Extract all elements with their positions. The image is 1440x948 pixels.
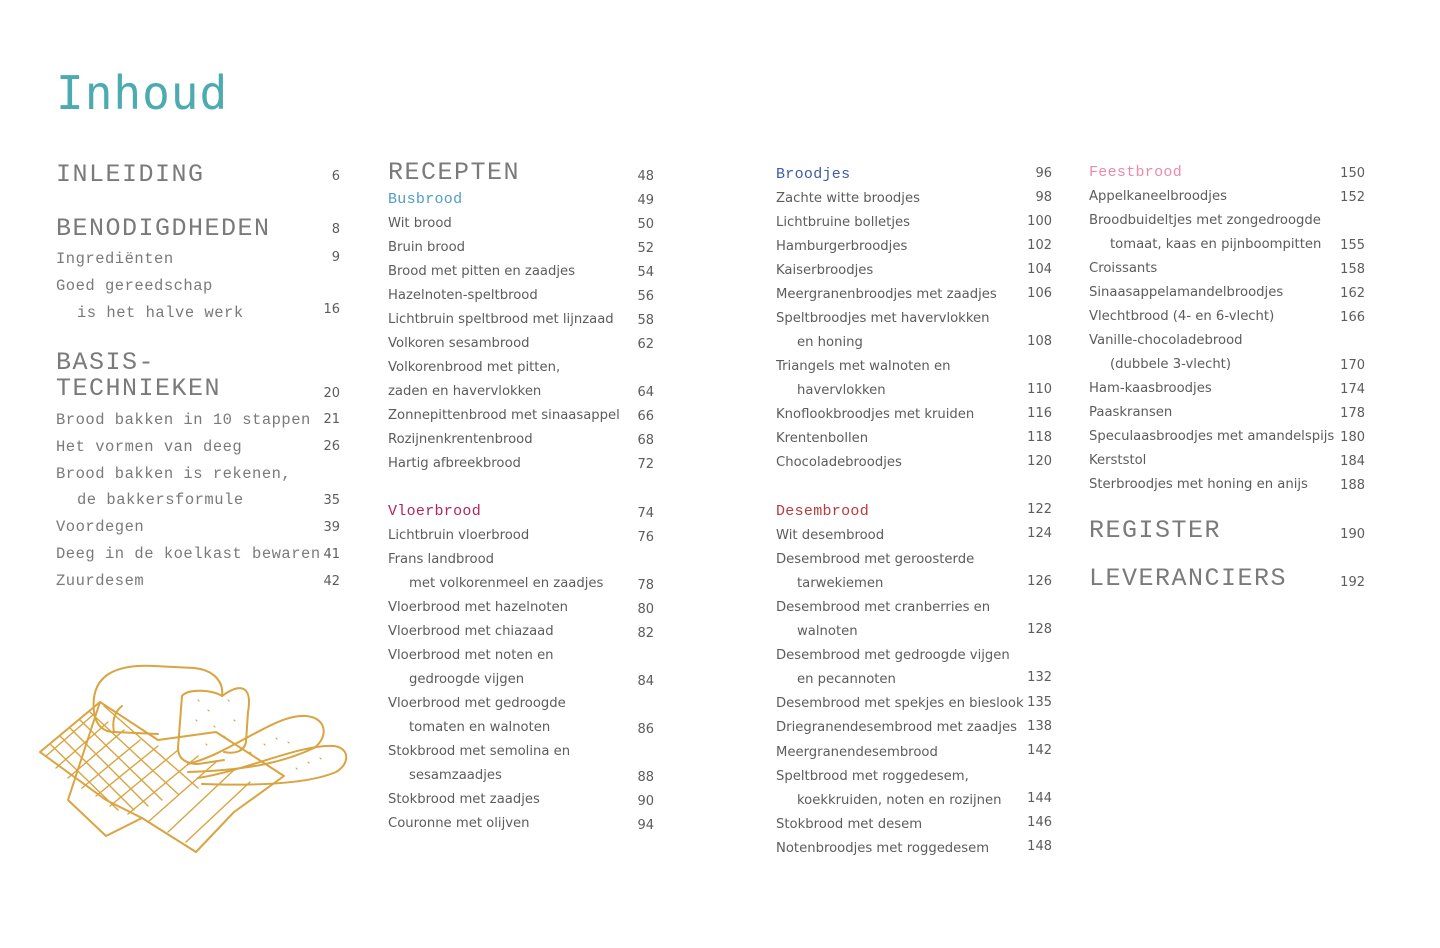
toc-entry[interactable]: Frans landbrood (388, 552, 495, 567)
page-number: 102 (1027, 238, 1052, 253)
toc-entry[interactable]: Vloerbrood met chiazaad (388, 624, 554, 639)
toc-entry[interactable]: Desembrood met cranberries en (776, 600, 991, 615)
page-number: 192 (1340, 575, 1365, 590)
toc-entry[interactable]: Het vormen van deeg (56, 438, 243, 456)
toc-entry[interactable]: Sinaasappelamandelbroodjes (1089, 285, 1284, 300)
page-number: 68 (637, 433, 654, 448)
page-title: Inhoud (56, 66, 229, 120)
toc-entry-continued[interactable]: tomaat, kaas en pijnboompitten (1110, 237, 1322, 252)
page-number: 170 (1340, 358, 1365, 373)
page-number: 82 (637, 626, 654, 641)
page-number: 74 (637, 506, 654, 521)
toc-entry[interactable]: Desembrood met spekjes en bieslook (776, 696, 1024, 711)
page-number: 64 (637, 385, 654, 400)
page-number: 124 (1027, 526, 1052, 541)
toc-entry[interactable]: Croissants (1089, 261, 1158, 276)
toc-entry[interactable]: Vlechtbrood (4- en 6-vlecht) (1089, 309, 1275, 324)
toc-section-feestbrood[interactable]: Feestbrood (1089, 164, 1183, 181)
page-number: 188 (1340, 478, 1365, 493)
toc-heading-leveranciers[interactable]: LEVERANCIERS (1089, 564, 1288, 593)
toc-entry[interactable]: Brood met pitten en zaadjes (388, 264, 576, 279)
toc-entry[interactable]: Meergranenbroodjes met zaadjes (776, 287, 997, 302)
page-number: 20 (323, 386, 340, 401)
toc-entry[interactable]: Krentenbollen (776, 431, 869, 446)
page-number: 180 (1340, 430, 1365, 445)
toc-entry[interactable]: Wit desembrood (776, 528, 885, 543)
page-number: 98 (1035, 190, 1052, 205)
toc-entry[interactable]: Triangels met walnoten en (776, 359, 951, 374)
page-number: 152 (1340, 190, 1365, 205)
toc-entry[interactable]: Brood bakken in 10 stappen (56, 411, 311, 429)
page-number: 39 (323, 520, 340, 535)
page-number: 21 (323, 412, 340, 427)
page-number: 120 (1027, 454, 1052, 469)
toc-entry[interactable]: Sterbroodjes met honing en anijs (1089, 477, 1308, 492)
page-number: 122 (1027, 502, 1052, 517)
bread-basket-icon (38, 660, 350, 856)
page-number: 116 (1027, 406, 1052, 421)
toc-entry[interactable]: Desembrood met gedroogde vijgen (776, 648, 1010, 663)
page-number: 35 (323, 493, 340, 508)
toc-entry[interactable]: Couronne met olijven (388, 816, 530, 831)
page-number: 88 (637, 770, 654, 785)
toc-entry[interactable]: Ham-kaasbroodjes (1089, 381, 1212, 396)
toc-entry-continued[interactable]: de bakkersformule (77, 491, 244, 509)
toc-entry[interactable]: Broodbuideltjes met zongedroogde (1089, 213, 1321, 228)
page-number: 146 (1027, 815, 1052, 830)
toc-entry[interactable]: Wit brood (388, 216, 452, 231)
toc-entry[interactable]: Vanille-chocoladebrood (1089, 333, 1243, 348)
page-number: 174 (1340, 382, 1365, 397)
page-number: 84 (637, 674, 654, 689)
page-number: 62 (637, 337, 654, 352)
page-number: 41 (323, 547, 340, 562)
toc-entry[interactable]: Hamburgerbroodjes (776, 239, 908, 254)
page-number: 8 (331, 222, 340, 237)
page-number: 138 (1027, 719, 1052, 734)
toc-entry-continued[interactable]: koekkruiden, noten en rozijnen (797, 793, 1002, 808)
toc-entry[interactable]: Voordegen (56, 518, 145, 536)
page-number: 144 (1027, 791, 1052, 806)
page-number: 150 (1340, 166, 1365, 181)
toc-entry[interactable]: Stokbrood met semolina en (388, 744, 571, 759)
toc-entry[interactable]: Speltbrood met roggedesem, (776, 769, 969, 784)
page-number: 135 (1027, 695, 1052, 710)
toc-section-desembrood[interactable]: Desembrood (776, 503, 870, 520)
toc-entry-continued[interactable]: havervlokken (797, 383, 886, 398)
page-number: 190 (1340, 527, 1365, 542)
toc-entry[interactable]: Volkoren sesambrood (388, 336, 530, 351)
toc-heading-technieken[interactable]: TECHNIEKEN (56, 374, 222, 403)
page-number: 94 (637, 818, 654, 833)
toc-entry[interactable]: Rozijnenkrentenbrood (388, 432, 533, 447)
toc-entry-continued[interactable]: sesamzaadjes (409, 768, 502, 783)
toc-entry[interactable]: Speltbroodjes met havervlokken (776, 311, 990, 326)
page-number: 158 (1340, 262, 1365, 277)
page-number: 42 (323, 574, 340, 589)
page-number: 184 (1340, 454, 1365, 469)
page-number: 9 (331, 250, 340, 265)
toc-entry[interactable]: Lichtbruin vloerbrood (388, 528, 530, 543)
toc-section-busbrood[interactable]: Busbrood (388, 191, 463, 208)
toc-entry-continued[interactable]: tarwekiemen (797, 576, 884, 591)
page-number: 100 (1027, 214, 1052, 229)
page-number: 16 (323, 302, 340, 317)
toc-entry-continued[interactable]: tomaten en walnoten (409, 720, 551, 735)
toc-entry-continued[interactable]: gedroogde vijgen (409, 672, 525, 687)
page-number: 128 (1027, 622, 1052, 637)
toc-entry-continued[interactable]: zaden en havervlokken (388, 384, 542, 399)
page-number: 26 (323, 439, 340, 454)
page-number: 178 (1340, 406, 1365, 421)
page-number: 52 (637, 241, 654, 256)
page-number: 58 (637, 313, 654, 328)
page-number: 80 (637, 602, 654, 617)
toc-heading-basis[interactable]: BASIS- (56, 348, 156, 377)
page-number: 162 (1340, 286, 1365, 301)
toc-entry[interactable]: Goed gereedschap (56, 277, 213, 295)
page-number: 118 (1027, 430, 1052, 445)
page-number: 6 (331, 169, 340, 184)
page-number: 106 (1027, 286, 1052, 301)
toc-entry[interactable]: Brood bakken is rekenen, (56, 465, 292, 483)
page-number: 126 (1027, 574, 1052, 589)
page-number: 108 (1027, 334, 1052, 349)
toc-entry[interactable]: Stokbrood met zaadjes (388, 792, 540, 807)
toc-entry-continued[interactable]: en pecannoten (797, 672, 896, 687)
toc-entry-continued[interactable]: en honing (797, 335, 863, 350)
page-number: 72 (637, 457, 654, 472)
toc-entry[interactable]: Desembrood met geroosterde (776, 552, 975, 567)
toc-entry[interactable]: Hartig afbreekbrood (388, 456, 521, 471)
toc-entry[interactable]: Paaskransen (1089, 405, 1173, 420)
toc-entry-continued[interactable]: met volkorenmeel en zaadjes (409, 576, 604, 591)
page-number: 49 (637, 193, 654, 208)
page-number: 142 (1027, 743, 1052, 758)
page-number: 50 (637, 217, 654, 232)
toc-heading-register[interactable]: REGISTER (1089, 516, 1222, 545)
page-number: 66 (637, 409, 654, 424)
toc-entry[interactable]: Speculaasbroodjes met amandelspijs (1089, 429, 1335, 444)
toc-entry[interactable]: Chocoladebroodjes (776, 455, 902, 470)
toc-entry[interactable]: Driegranendesembrood met zaadjes (776, 720, 1017, 735)
toc-entry[interactable]: Vloerbrood met gedroogde (388, 696, 566, 711)
toc-entry[interactable]: Zachte witte broodjes (776, 191, 920, 206)
toc-entry-continued[interactable]: is het halve werk (77, 304, 244, 322)
toc-entry[interactable]: Knoflookbroodjes met kruiden (776, 407, 975, 422)
page-number: 104 (1027, 262, 1052, 277)
page-number: 166 (1340, 310, 1365, 325)
toc-entry[interactable]: Lichtbruin speltbrood met lijnzaad (388, 312, 614, 327)
toc-entry-continued[interactable]: walnoten (797, 624, 858, 639)
page-number: 110 (1027, 382, 1052, 397)
page-number: 155 (1340, 238, 1365, 253)
page-number: 48 (637, 169, 654, 184)
toc-entry[interactable]: Kaiserbroodjes (776, 263, 874, 278)
page-number: 90 (637, 794, 654, 809)
toc-entry[interactable]: Stokbrood met desem (776, 817, 923, 832)
page-number: 54 (637, 265, 654, 280)
toc-entry[interactable]: Lichtbruine bolletjes (776, 215, 910, 230)
toc-entry[interactable]: Zonnepittenbrood met sinaasappel (388, 408, 620, 423)
page-number: 76 (637, 530, 654, 545)
toc-entry[interactable]: Bruin brood (388, 240, 466, 255)
page-number: 86 (637, 722, 654, 737)
toc-heading-inleiding[interactable]: INLEIDING (56, 160, 205, 189)
page-number: 132 (1027, 670, 1052, 685)
toc-heading-benodigdheden[interactable]: BENODIGDHEDEN (56, 214, 271, 243)
toc-entry[interactable]: Vloerbrood met noten en (388, 648, 554, 663)
page-number: 148 (1027, 839, 1052, 854)
toc-section-broodjes[interactable]: Broodjes (776, 166, 851, 183)
toc-entry-continued[interactable]: (dubbele 3-vlecht) (1110, 357, 1231, 372)
page-number: 56 (637, 289, 654, 304)
toc-entry[interactable]: Appelkaneelbroodjes (1089, 189, 1227, 204)
toc-entry[interactable]: Kerststol (1089, 453, 1147, 468)
toc-entry[interactable]: Deeg in de koelkast bewaren (56, 545, 321, 563)
toc-heading-recepten[interactable]: RECEPTEN (388, 158, 521, 187)
page-number: 78 (637, 578, 654, 593)
toc-entry[interactable]: Notenbroodjes met roggedesem (776, 841, 990, 856)
page-number: 96 (1035, 166, 1052, 181)
toc-entry[interactable]: Volkorenbrood met pitten, (388, 360, 561, 375)
toc-section-vloerbrood[interactable]: Vloerbrood (388, 503, 482, 520)
toc-entry[interactable]: Vloerbrood met hazelnoten (388, 600, 569, 615)
toc-entry[interactable]: Meergranendesembrood (776, 745, 938, 760)
toc-entry[interactable]: Hazelnoten-speltbrood (388, 288, 538, 303)
toc-entry[interactable]: Zuurdesem (56, 572, 145, 590)
toc-entry[interactable]: Ingrediënten (56, 250, 174, 268)
